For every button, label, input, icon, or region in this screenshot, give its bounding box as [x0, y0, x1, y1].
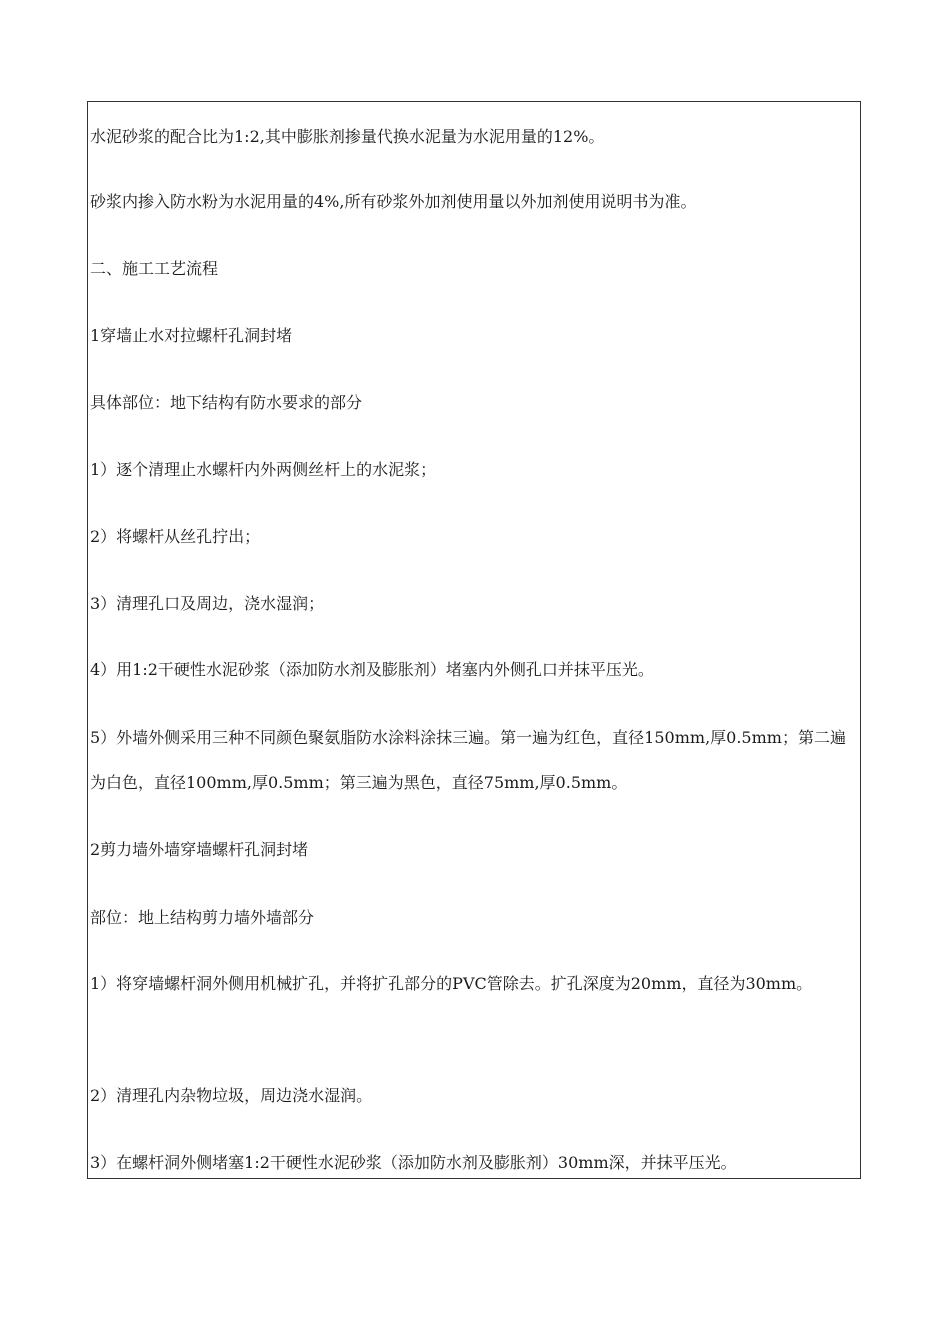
document-frame — [87, 101, 861, 1179]
step-1-clean-bolt: 1）逐个清理止水螺杆内外两侧丝杆上的水泥浆； — [90, 460, 437, 479]
step-5-coating: 5）外墙外侧采用三种不同颜色聚氨脂防水涂料涂抹三遍。第一遍为红色，直径150mm,厚0.5mm；第二遍为白色，直径100mm,厚0.5mm；第三遍为黑色，直径75mm,厚0.5mm。 — [90, 728, 846, 792]
paragraph-location-underground: 具体部位：地下结构有防水要求的部分 — [90, 393, 363, 412]
paragraph-waterproof-powder: 砂浆内掺入防水粉为水泥用量的4%,所有砂浆外加剂使用量以外加剂使用说明书为准。 — [90, 192, 697, 211]
paragraph-location-above-ground: 部位：地上结构剪力墙外墙部分 — [90, 908, 315, 927]
paragraph-mortar-ratio: 水泥砂浆的配合比为1:2,其中膨胀剂掺量代换水泥量为水泥用量的12%。 — [90, 127, 605, 146]
step-2-unscrew-bolt: 2）将螺杆从丝孔拧出； — [90, 527, 261, 546]
step-3-plug-outer-hole: 3）在螺杆洞外侧堵塞1:2干硬性水泥砂浆（添加防水剂及膨胀剂）30mm深，并抹平压光。 — [90, 1153, 737, 1172]
step-1-ream-hole: 1）将穿墙螺杆洞外侧用机械扩孔，并将扩孔部分的PVC管除去。扩孔深度为20mm，直径为30mm。 — [90, 974, 813, 993]
step-2-clean-debris: 2）清理孔内杂物垃圾，周边浇水湿润。 — [90, 1086, 373, 1105]
step-3-clean-hole: 3）清理孔口及周边，浇水湿润； — [90, 594, 325, 613]
section-heading-process: 二、施工工艺流程 — [90, 259, 219, 278]
subheading-through-wall-bolt: 1穿墙止水对拉螺杆孔洞封堵 — [90, 326, 293, 345]
step-4-plug-hole: 4）用1:2干硬性水泥砂浆（添加防水剂及膨胀剂）堵塞内外侧孔口并抹平压光。 — [90, 660, 654, 679]
subheading-shear-wall-bolt: 2剪力墙外墙穿墙螺杆孔洞封堵 — [90, 840, 309, 859]
